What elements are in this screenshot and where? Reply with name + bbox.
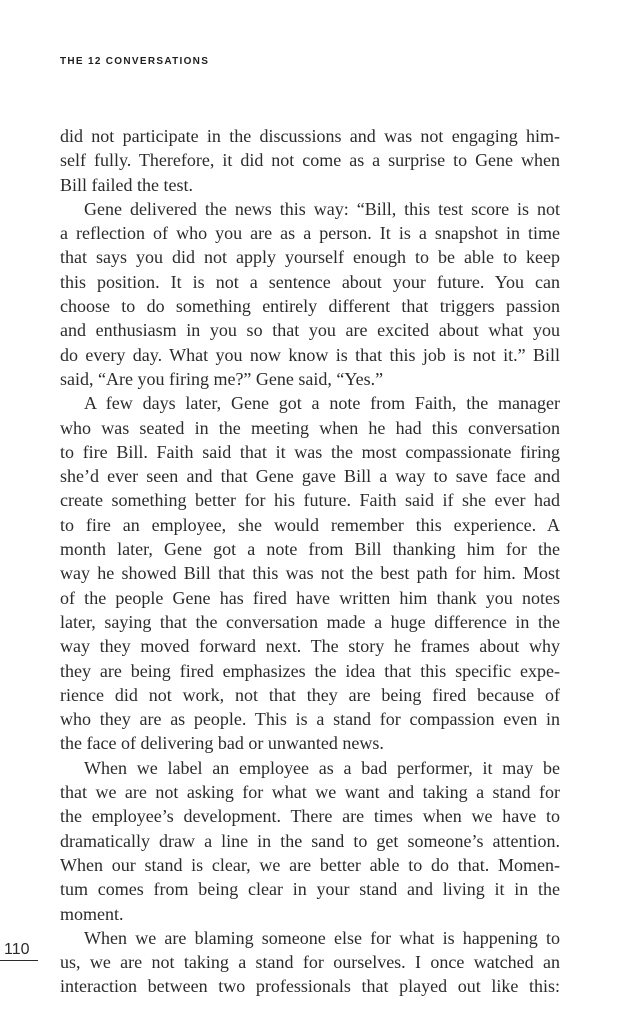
- text-line: Gene delivered the news this way: “Bill, this test score is not: [84, 198, 560, 219]
- text-line: this position. It is not a sentence about your future. You can: [60, 271, 560, 292]
- text-line: do every day. What you now know is that this job is not it.” Bill: [60, 344, 560, 365]
- text-line: to fire an employee, she would remember this experience. A: [60, 514, 560, 535]
- text-line: way they moved forward next. The story he frames about why: [60, 636, 560, 657]
- text-line: of the people Gene has fired have written him thank you notes: [60, 587, 560, 608]
- text-line: When we label an employee as a bad performer, it may be: [84, 757, 560, 778]
- text-line: did not participate in the discussions and was not engaging him-: [60, 126, 560, 146]
- text-line: month later, Gene got a note from Bill thanking him for the: [60, 539, 560, 560]
- text-line: tum comes from being clear in your stand and living it in the: [60, 879, 560, 900]
- text-line: and enthusiasm in you so that you are excited about what you: [60, 320, 560, 341]
- text-line: Bill failed the test.: [60, 174, 193, 195]
- text-line: that we are not asking for what we want and taking a stand for: [60, 782, 560, 803]
- text-line: When we are blaming someone else for what is happening to: [84, 927, 560, 948]
- body-text: [60, 124, 560, 999]
- text-line: us, we are not taking a stand for ourselves. I once watched an: [60, 952, 560, 973]
- text-line: interaction between two professionals that played out like this:: [60, 976, 560, 997]
- text-line: rience did not work, not that they are being fired because of: [60, 684, 560, 705]
- text-line: to fire Bill. Faith said that it was the most compassionate firing: [60, 441, 560, 462]
- text-line: she’d ever seen and that Gene gave Bill a way to save face and: [60, 466, 560, 487]
- text-line: the employee’s development. There are times when we have to: [60, 806, 560, 827]
- text-line: that says you did not apply yourself enough to be able to keep: [60, 247, 560, 268]
- text-line: way he showed Bill that this was not the best path for him. Most: [60, 563, 560, 584]
- running-head: THE 12 CONVERSATIONS: [60, 56, 210, 67]
- text-line: choose to do something entirely different that triggers passion: [60, 296, 560, 317]
- text-line: who they are as people. This is a stand for compassion even in: [60, 709, 560, 730]
- text-line: they are being fired emphasizes the idea that this specific expe-: [60, 660, 560, 681]
- text-line: said, “Are you firing me?” Gene said, “Yes.”: [60, 368, 384, 389]
- text-line: the face of delivering bad or unwanted news.: [60, 733, 384, 754]
- text-line: A few days later, Gene got a note from Faith, the manager: [84, 393, 560, 414]
- text-line: later, saying that the conversation made a huge difference in the: [60, 611, 560, 632]
- text-line: create something better for his future. Faith said if she ever had: [60, 490, 560, 511]
- page-number: 110: [0, 940, 38, 961]
- text-line: self fully. Therefore, it did not come as a surprise to Gene when: [60, 150, 560, 171]
- text-line: who was seated in the meeting when he had this conversation: [60, 417, 560, 438]
- text-line: moment.: [60, 903, 124, 924]
- text-line: a reflection of who you are as a person. It is a snapshot in time: [60, 223, 560, 244]
- text-line: When our stand is clear, we are better able to do that. Momen-: [60, 854, 560, 875]
- text-line: dramatically draw a line in the sand to get someone’s attention.: [60, 830, 560, 851]
